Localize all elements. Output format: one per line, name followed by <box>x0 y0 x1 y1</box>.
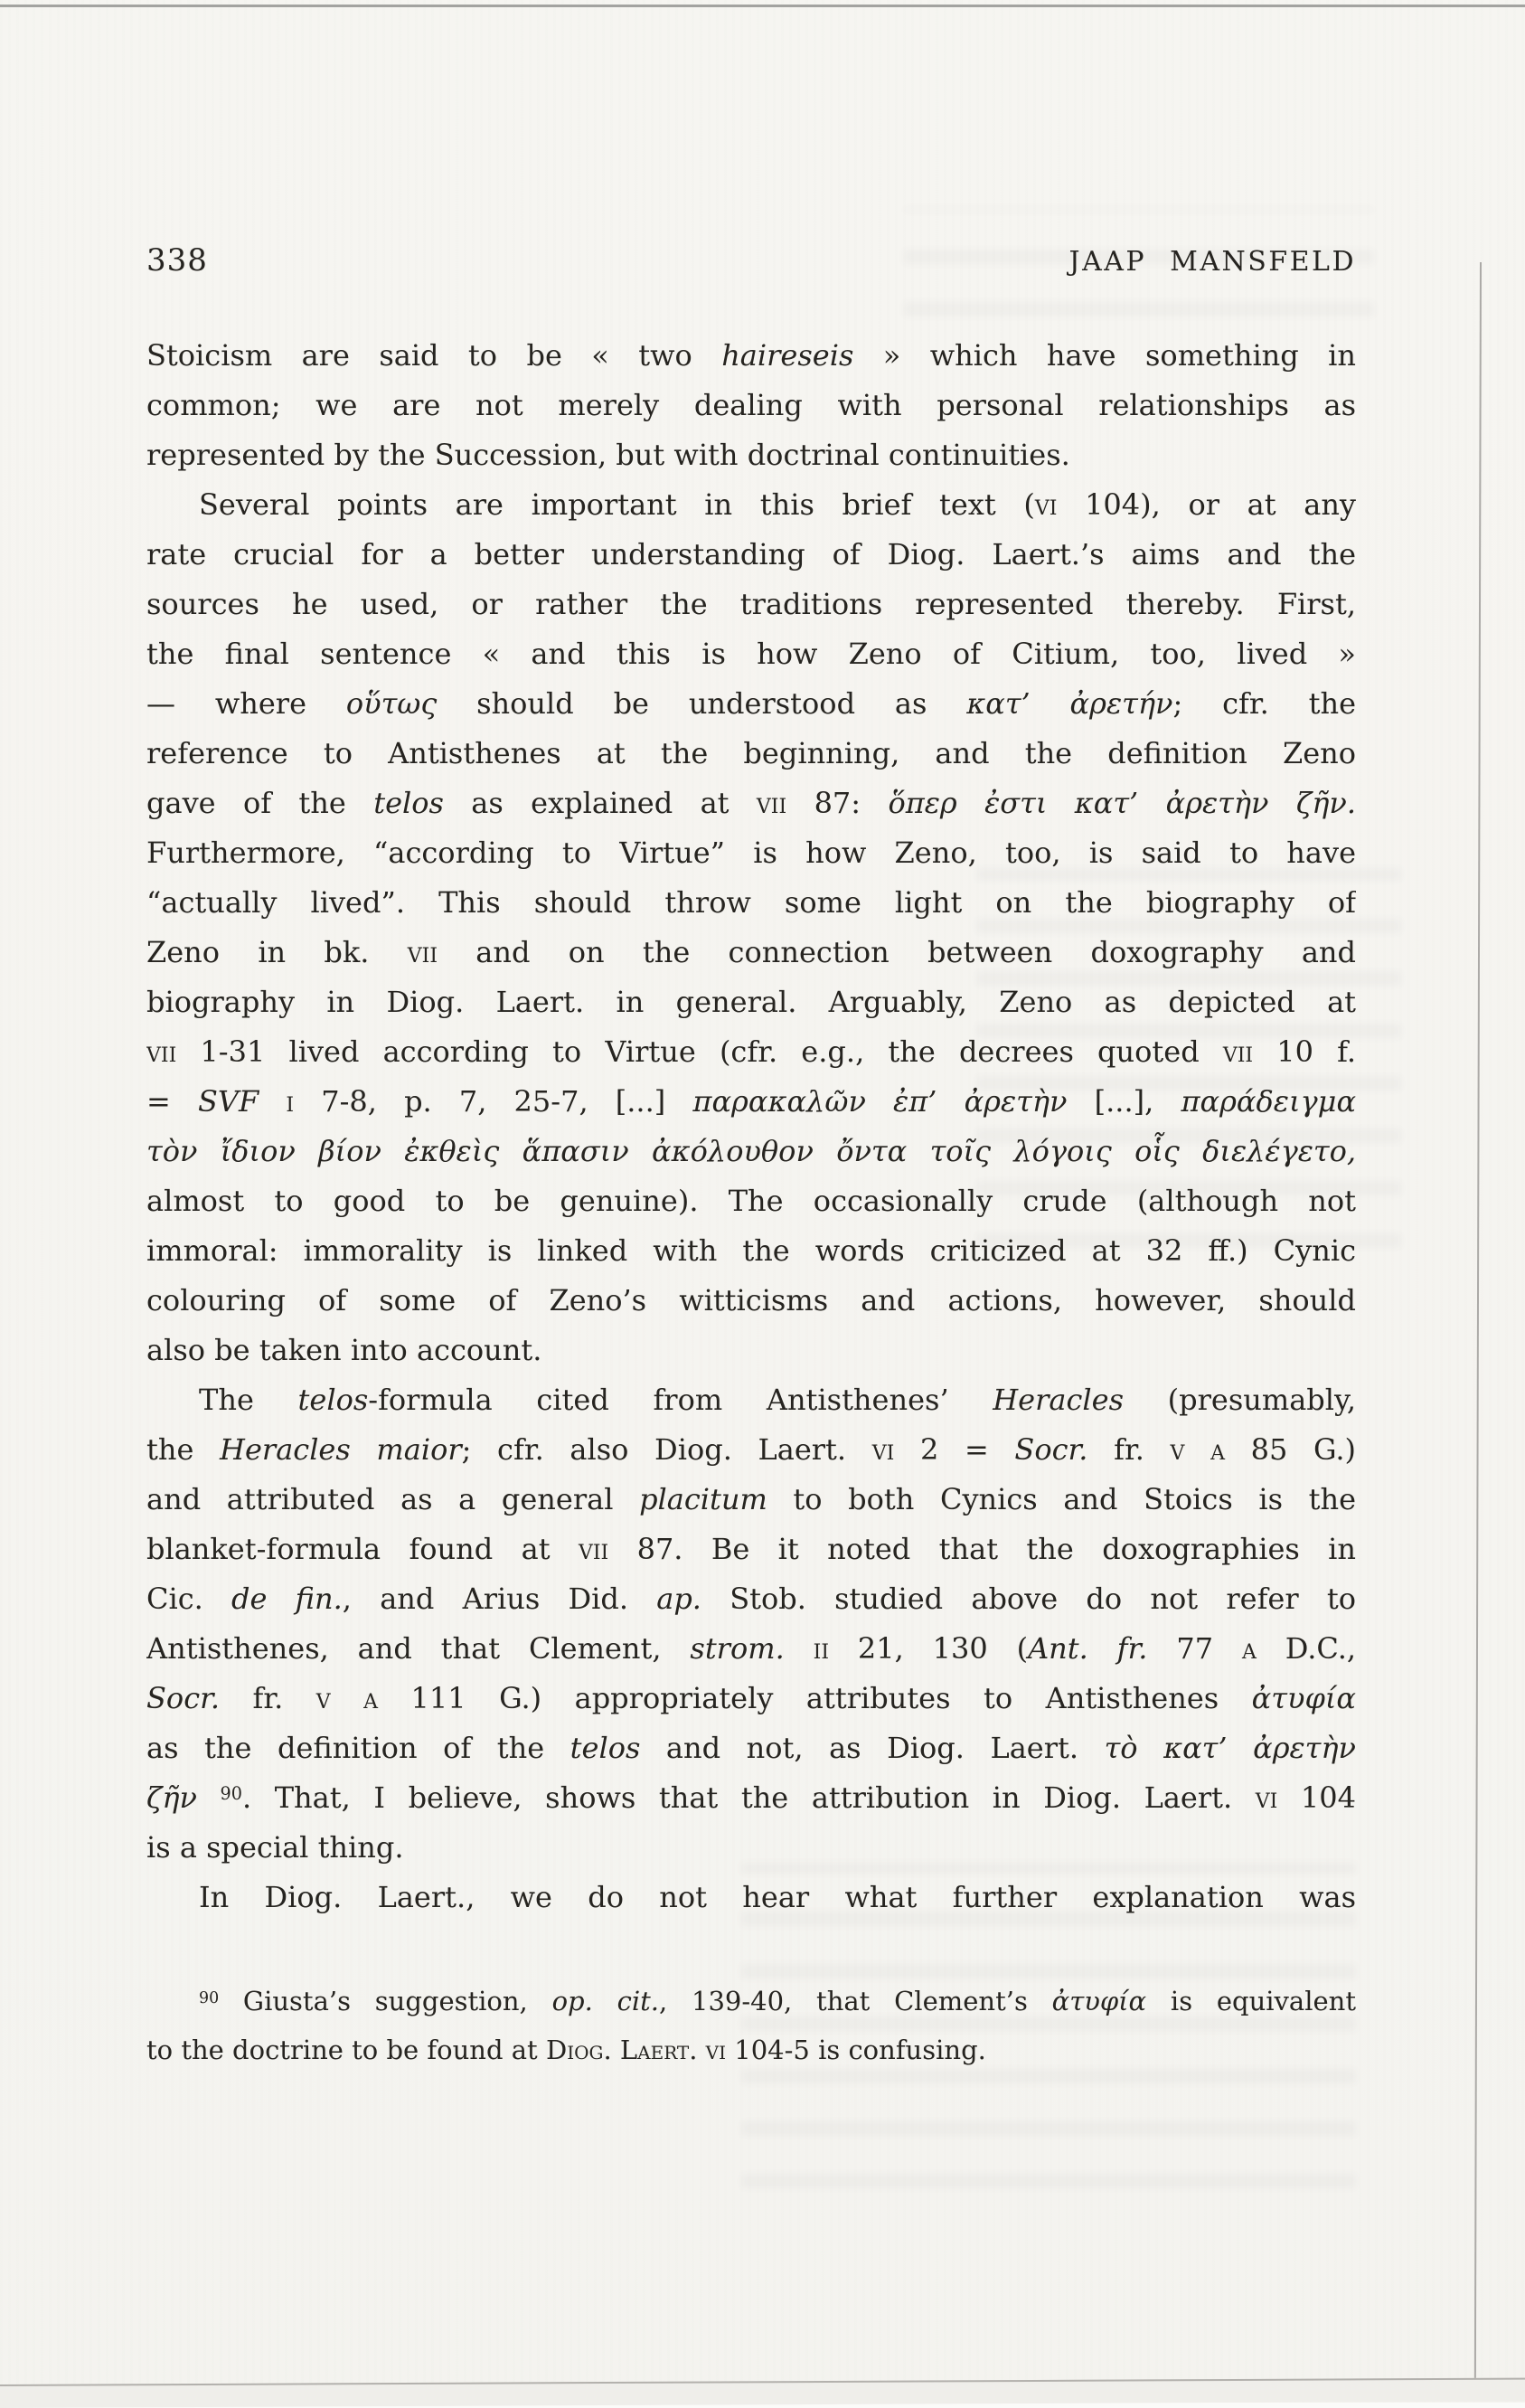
text-run: The <box>199 1383 298 1417</box>
text-line <box>146 928 1356 977</box>
text-run: Heracles maior <box>220 1432 462 1467</box>
text-run: τὸν ἴδιον βίον ἐκθεὶς ἅπασιν ἀκόλουθον ὄντα τοῖς λόγοις οἷς διελέγετο, <box>146 1134 1356 1168</box>
text-run: Ant. fr. <box>1028 1631 1148 1666</box>
text-run: de fin. <box>231 1582 343 1616</box>
text-run: also be taken into account. <box>146 1333 542 1367</box>
text-run: i <box>286 1084 295 1119</box>
text-run: v a <box>315 1681 379 1715</box>
text-run: v a <box>1170 1432 1225 1467</box>
text-run: “actually lived”. This should throw some light on the biography of <box>146 885 1356 920</box>
text-run: 104 <box>1277 1780 1356 1815</box>
text-run: ; cfr. the <box>1172 686 1356 721</box>
text-line <box>146 381 1356 430</box>
text-run: biography in Diog. Laert. in general. Arguably, Zeno as depicted at <box>146 985 1356 1019</box>
text-run <box>259 1084 286 1119</box>
text-run: almost to good to be genuine). The occasionally crude (although not <box>146 1184 1356 1218</box>
text-run: placitum <box>639 1482 767 1516</box>
text-line <box>146 1873 1356 1922</box>
text-run: Stob. studied above do not refer to <box>701 1582 1356 1616</box>
text-run: haireseis <box>721 338 854 373</box>
text-line <box>146 828 1356 878</box>
text-run: τὸ κατ’ ἀρετὴν <box>1104 1731 1356 1765</box>
text-line <box>146 1475 1356 1525</box>
text-run: 90 <box>199 1988 220 2007</box>
text-run: 104), or at any <box>1057 487 1356 522</box>
text-run: Several points are important in this brief text ( <box>199 487 1035 522</box>
text-run: fr. <box>220 1681 316 1715</box>
text-line <box>146 779 1356 828</box>
text-run: the final sentence « and this is how Zeno of Citium, too, lived » <box>146 637 1356 671</box>
text-run: as explained at <box>443 786 757 820</box>
text-line <box>146 430 1356 480</box>
text-run: ὅπερ ἐστι κατ’ ἀρετὴν ζῆν. <box>888 786 1356 820</box>
text-run: to the doctrine to be found at <box>146 2035 546 2065</box>
text-line <box>146 1574 1356 1624</box>
text-run: a <box>1241 1631 1257 1666</box>
text-run: Giusta’s suggestion, <box>219 1986 552 2016</box>
text-run <box>785 1631 814 1666</box>
text-run: — where <box>146 686 346 721</box>
text-line <box>146 1977 1356 2026</box>
text-run: 85 G.) <box>1224 1432 1356 1467</box>
text-line <box>146 2026 1356 2074</box>
text-run: 104-5 is confusing. <box>726 2035 986 2065</box>
text-run: 10 f. <box>1253 1034 1356 1069</box>
text-run: Diog. Laert. vi <box>545 2035 727 2065</box>
running-head: JAAP MANSFELD <box>1068 246 1356 278</box>
scan-right-page-edge <box>1474 262 1482 2396</box>
page-header <box>146 242 1356 279</box>
text-line <box>146 729 1356 779</box>
text-run: vii <box>1222 1034 1254 1069</box>
text-run: 77 <box>1147 1631 1242 1666</box>
text-run: = <box>146 1084 198 1119</box>
text-line <box>146 1624 1356 1674</box>
text-run: vii <box>146 1034 177 1069</box>
text-run: Antisthenes, and that Clement, <box>146 1631 691 1666</box>
text-run: Socr. <box>146 1681 221 1715</box>
text-line <box>146 1326 1356 1375</box>
text-line <box>146 629 1356 679</box>
text-line <box>146 1723 1356 1773</box>
footnote <box>146 1977 1356 2074</box>
text-line <box>146 1226 1356 1276</box>
text-run: telos <box>297 1383 369 1417</box>
text-run: παρακαλῶν ἐπ’ ἀρετὴν <box>692 1084 1068 1119</box>
text-run: immoral: immorality is linked with the words criticized at 32 ff.) Cynic <box>146 1233 1356 1268</box>
text-run: gave of the <box>146 786 374 820</box>
text-line <box>146 1674 1356 1723</box>
body-text <box>146 331 1356 1922</box>
text-run: sources he used, or rather the traditions represented thereby. First, <box>146 587 1356 621</box>
text-run: as the definition of the <box>146 1731 570 1765</box>
text-run: 87. Be it noted that the doxographies in <box>608 1532 1356 1566</box>
text-run: is a special thing. <box>146 1830 404 1865</box>
text-run: D.C., <box>1256 1631 1356 1666</box>
text-run: ii <box>813 1631 830 1666</box>
text-run: παράδειγμα <box>1181 1084 1356 1119</box>
text-run: Furthermore, “according to Virtue” is how Zeno, too, is said to have <box>146 836 1356 870</box>
text-run: Cic. <box>146 1582 232 1616</box>
text-run: SVF <box>197 1084 259 1119</box>
text-run: , and Arius Did. <box>342 1582 657 1616</box>
text-run: the <box>146 1432 221 1467</box>
text-run: and attributed as a general <box>146 1482 640 1516</box>
text-run: vi <box>871 1432 895 1467</box>
text-run: Heracles <box>993 1383 1124 1417</box>
text-run: ἀτυφία <box>1251 1681 1356 1715</box>
text-line <box>146 580 1356 629</box>
text-run: blanket-formula found at <box>146 1532 579 1566</box>
text-run: Socr. <box>1014 1432 1088 1467</box>
text-run: to both Cynics and Stoics is the <box>767 1482 1356 1516</box>
text-line <box>146 1425 1356 1475</box>
text-run: ἀτυφία <box>1051 1986 1147 2016</box>
text-run: and on the connection between doxography and <box>438 935 1356 969</box>
text-run: vii <box>756 786 787 820</box>
text-run: and not, as Diog. Laert. <box>640 1731 1105 1765</box>
text-run: 21, 130 ( <box>829 1631 1029 1666</box>
text-run: is equivalent <box>1146 1986 1356 2016</box>
text-run: fr. <box>1087 1432 1171 1467</box>
text-run: ; cfr. also Diog. Laert. <box>461 1432 872 1467</box>
text-run: 7-8, p. 7, 25-7, [...] <box>294 1084 693 1119</box>
text-line <box>146 1077 1356 1127</box>
text-line <box>146 480 1356 530</box>
text-run: telos <box>570 1731 641 1765</box>
text-run: ap. <box>656 1582 701 1616</box>
page-number: 338 <box>146 242 208 279</box>
text-line <box>146 1027 1356 1077</box>
text-run: (presumably, <box>1124 1383 1356 1417</box>
text-run: Zeno in bk. <box>146 935 408 969</box>
text-run: In Diog. Laert., we do not hear what further explanation was <box>199 1880 1356 1914</box>
text-run: vi <box>1034 487 1058 522</box>
text-run: [...], <box>1067 1084 1181 1119</box>
scan-bottom-page-edge <box>0 2377 1525 2408</box>
text-line <box>146 530 1356 580</box>
text-run: 2 = <box>894 1432 1015 1467</box>
text-run: 1-31 lived according to Virtue (cfr. e.g., the decrees quoted <box>176 1034 1223 1069</box>
text-line <box>146 1773 1356 1823</box>
text-line <box>146 878 1356 928</box>
text-run: ζῆν <box>146 1780 221 1815</box>
text-run: strom. <box>690 1631 785 1666</box>
text-run: common; we are not merely dealing with personal relationships as <box>146 388 1356 422</box>
text-run: Stoicism are said to be « two <box>146 338 722 373</box>
text-run: 111 G.) appropriately attributes to Antisthenes <box>378 1681 1252 1715</box>
text-run: » which have something in <box>853 338 1356 373</box>
text-run: vi <box>1255 1780 1278 1815</box>
text-run: κατ’ ἀρετήν <box>966 686 1173 721</box>
text-line <box>146 1823 1356 1873</box>
text-run: rate crucial for a better understanding of Diog. Laert.’s aims and the <box>146 537 1356 571</box>
text-run: 87: <box>786 786 889 820</box>
text-run: -formula cited from Antisthenes’ <box>368 1383 993 1417</box>
text-line <box>146 977 1356 1027</box>
text-run: colouring of some of Zeno’s witticisms and actions, however, should <box>146 1283 1356 1317</box>
text-run: op. cit. <box>551 1986 659 2016</box>
text-line <box>146 1276 1356 1326</box>
text-line <box>146 1127 1356 1176</box>
text-run: should be understood as <box>437 686 967 721</box>
text-line <box>146 1525 1356 1574</box>
text-line <box>146 331 1356 381</box>
text-run: reference to Antisthenes at the beginning, and the definition Zeno <box>146 736 1356 770</box>
text-line <box>146 1375 1356 1425</box>
text-line <box>146 1176 1356 1226</box>
scan-top-edge <box>0 5 1525 7</box>
text-run: 90 <box>220 1782 242 1804</box>
text-line <box>146 679 1356 729</box>
text-run: . That, I believe, shows that the attribution in Diog. Laert. <box>241 1780 1256 1815</box>
text-run: telos <box>373 786 444 820</box>
text-run: , 139-40, that Clement’s <box>658 1986 1052 2016</box>
text-run: οὕτως <box>345 686 438 721</box>
text-run: represented by the Succession, but with doctrinal continuities. <box>146 438 1070 472</box>
text-run: vii <box>407 935 438 969</box>
text-run: vii <box>578 1532 609 1566</box>
